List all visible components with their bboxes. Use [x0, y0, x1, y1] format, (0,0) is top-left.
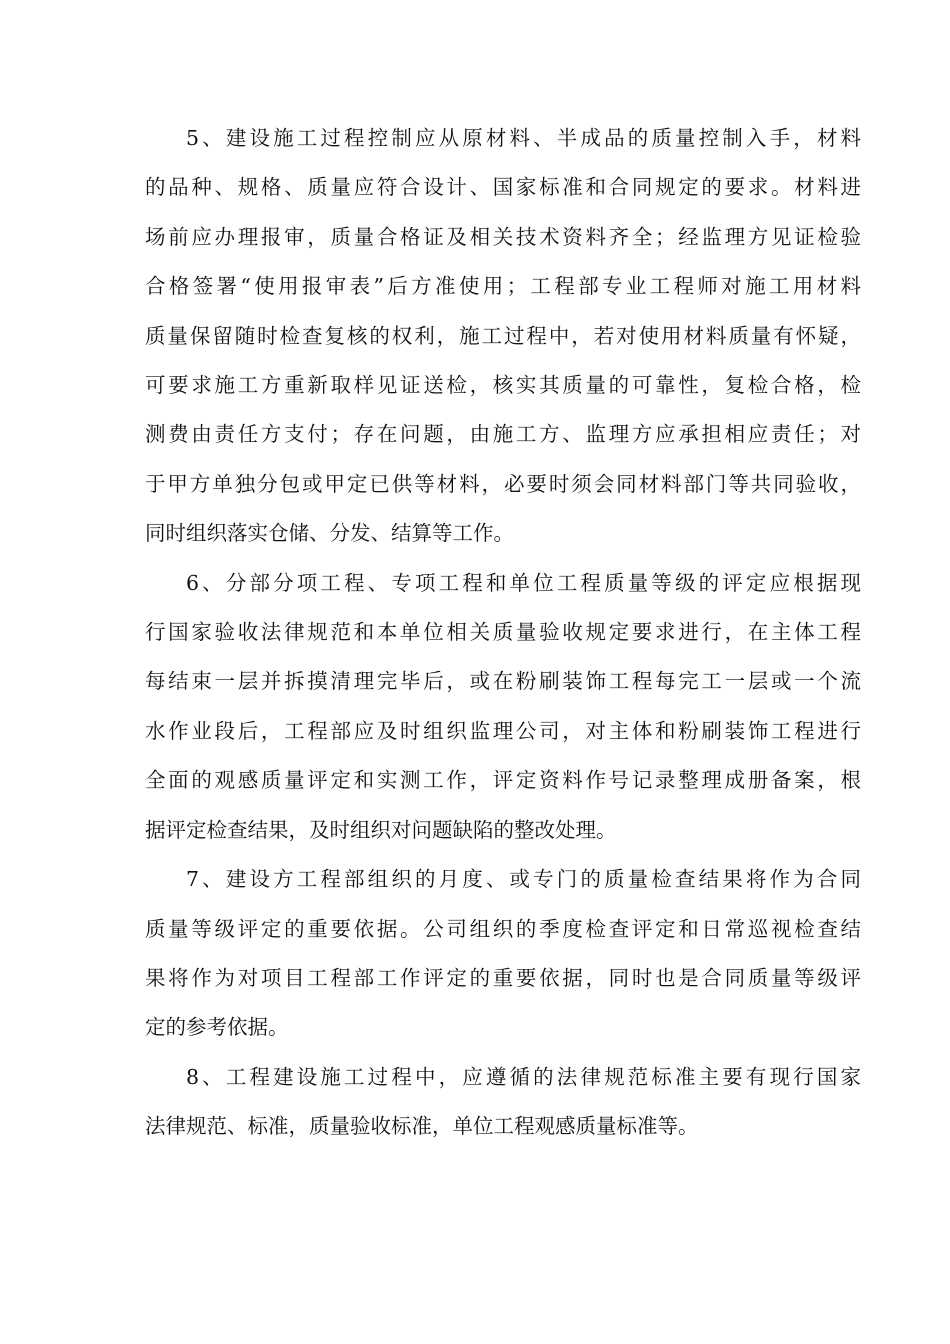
- text-line: 5、建设施工过程控制应从原材料、半成品的质量控制入手，材料: [186, 126, 861, 150]
- text-line: 测费由责任方支付；存在问题，由施工方、监理方应承担相应责任；对: [145, 422, 861, 447]
- text-line: 定的参考依据。: [145, 1015, 289, 1040]
- text-line: 法律规范、标准，质量验收标准，单位工程观感质量标准等。: [145, 1114, 699, 1139]
- text-line: 的品种、规格、质量应符合设计、国家标准和合同规定的要求。材料进: [145, 175, 861, 200]
- text-line: 7、建设方工程部组织的月度、或专门的质量检查结果将作为合同: [186, 867, 861, 892]
- document-body: [145, 114, 861, 1152]
- text-line: 6、分部分项工程、专项工程和单位工程质量等级的评定应根据现: [186, 570, 861, 595]
- text-line: 8、工程建设施工过程中，应遵循的法律规范标准主要有现行国家: [186, 1064, 861, 1089]
- text-line: 合格签署“使用报审表”后方准使用；工程部专业工程师对施工用材料: [145, 274, 861, 299]
- paragraph-8: [145, 1053, 861, 1152]
- text-line: 每结束一层并拆摸清理完毕后，或在粉刷装饰工程每完工一层或一个流: [145, 669, 861, 694]
- text-line: 果将作为对项目工程部工作评定的重要依据，同时也是合同质量等级评: [145, 965, 861, 990]
- paragraph-6: [145, 559, 861, 855]
- text-line: 于甲方单独分包或甲定已供等材料，必要时须会同材料部门等共同验收，: [145, 471, 861, 496]
- text-line: 可要求施工方重新取样见证送检，核实其质量的可靠性，复检合格，检: [145, 373, 861, 398]
- text-line: 质量等级评定的重要依据。公司组织的季度检查评定和日常巡视检查结: [145, 916, 861, 941]
- text-line: 质量保留随时检查复核的权利，施工过程中，若对使用材料质量有怀疑，: [145, 323, 861, 348]
- text-line: 场前应办理报审，质量合格证及相关技术资料齐全；经监理方见证检验: [145, 224, 861, 249]
- text-line: 水作业段后，工程部应及时组织监理公司，对主体和粉刷装饰工程进行: [145, 718, 861, 743]
- text-line: 行国家验收法律规范和本单位相关质量验收规定要求进行，在主体工程: [145, 620, 861, 645]
- text-line: 全面的观感质量评定和实测工作，评定资料作号记录整理成册备案，根: [145, 768, 861, 793]
- text-line: 据评定检查结果，及时组织对问题缺陷的整改处理。: [145, 817, 617, 842]
- text-line: 同时组织落实仓储、分发、结算等工作。: [145, 521, 514, 546]
- paragraph-7: [145, 855, 861, 1053]
- paragraph-5: [145, 114, 861, 559]
